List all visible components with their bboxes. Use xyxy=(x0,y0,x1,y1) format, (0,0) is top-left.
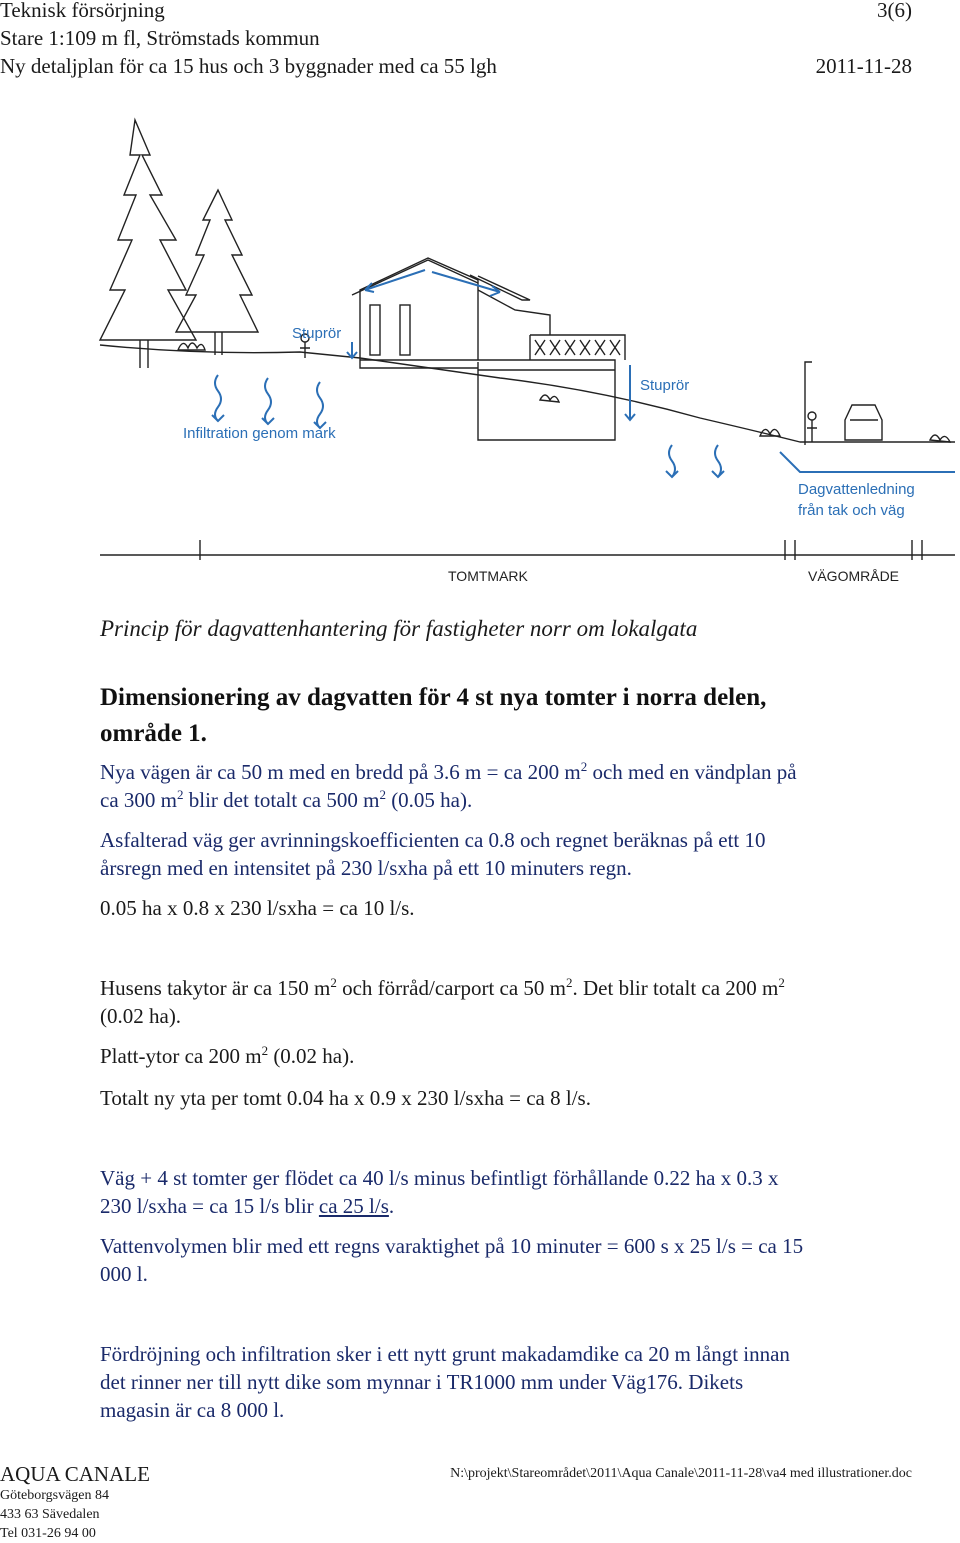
paragraph-platt: Platt-ytor ca 200 $m^2$ (0.02 ha). xyxy=(100,1043,355,1068)
doc-date: 2011-11-28 xyxy=(815,54,912,78)
section-body xyxy=(100,680,920,752)
heading-line-2: område 1. xyxy=(100,720,207,747)
heading-line-1: Dimensionering av dagvatten för 4 st nya tomter i norra delen, xyxy=(100,684,767,711)
label-vagomrade: VÄGOMRÅDE xyxy=(808,568,900,584)
paragraph-flow: Väg + 4 st tomter ger flödet ca 40 l/s minus befintligt förhållande 0.22 ha x 0.3 x 230 l/sxha = ca 15 l/s blir ca 25 l/s. xyxy=(100,1166,779,1218)
label-infiltration: Infiltration genom mark xyxy=(183,425,336,442)
doc-subtitle: Stare 1:109 m fl, Strömstads kommun xyxy=(0,26,320,50)
footer-tel: Tel 031-26 94 00 xyxy=(0,1526,96,1541)
figure-caption: Princip för dagvattenhantering för fastigheter norr om lokalgata xyxy=(100,616,698,641)
doc-title: Teknisk försörjning xyxy=(0,0,165,22)
company-name: AQUA CANALE xyxy=(0,1462,150,1486)
paragraph-calc-road: 0.05 ha x 0.8 x 230 l/sxha = ca 10 l/s. xyxy=(100,896,415,920)
paragraph-runoff: Asfalterad väg ger avrinningskoefficienten ca 0.8 och regnet beräknas på ett 10 årsregn med en intensitet på 230 l/sxha på ett 10 minuters regn. xyxy=(100,828,766,880)
label-stupror-left: Stuprör xyxy=(292,325,342,342)
label-dagvatten-1: Dagvattenledning xyxy=(798,481,915,498)
page-number: 3(6) xyxy=(877,0,912,22)
label-stupror-right: Stuprör xyxy=(640,377,690,394)
paragraph-retention: Fördröjning och infiltration sker i ett nytt grunt makadamdike ca 20 m långt innan det rinner ner till nytt dike som mynnar i TR1000 mm under Väg176. Dikets magasin är ca 8 000 l. xyxy=(100,1342,790,1422)
label-tomtmark: TOMTMARK xyxy=(448,568,528,584)
paragraph-road-area: Nya vägen är ca 50 m med en bredd på 3.6 m = ca 200 $m^2$ och med en vändplan på ca 300 $m^2$ blir det totalt ca 500 $m^2$ (0.05 ha). xyxy=(100,759,797,812)
stormwater-illustration xyxy=(0,100,960,600)
paragraph-total-plot: Totalt ny yta per tomt 0.04 ha x 0.9 x 230 l/sxha = ca 8 l/s. xyxy=(100,1086,591,1110)
footer-address xyxy=(0,1462,150,1543)
paragraph-volume: Vattenvolymen blir med ett regns varaktighet på 10 minuter = 600 s x 25 l/s = ca 15 000 l. xyxy=(100,1234,804,1286)
footer-street: Göteborgsvägen 84 xyxy=(0,1488,109,1503)
label-dagvatten-2: från tak och väg xyxy=(798,502,905,519)
paragraph-roofs: Husens takytor är ca 150 $m^2$ och förråd/carport ca 50 $m^2$. Det blir totalt ca 200 $m^2$ (0.02 ha). xyxy=(100,975,785,1028)
file-path: N:\projekt\Stareområdet\2011\Aqua Canale\2011-11-28\va4 med illustrationer.doc xyxy=(450,1466,912,1481)
section-heading xyxy=(100,680,920,752)
footer-city: 433 63 Sävedalen xyxy=(0,1507,100,1522)
project-line: Ny detaljplan för ca 15 hus och 3 byggnader med ca 55 lgh xyxy=(0,54,497,78)
